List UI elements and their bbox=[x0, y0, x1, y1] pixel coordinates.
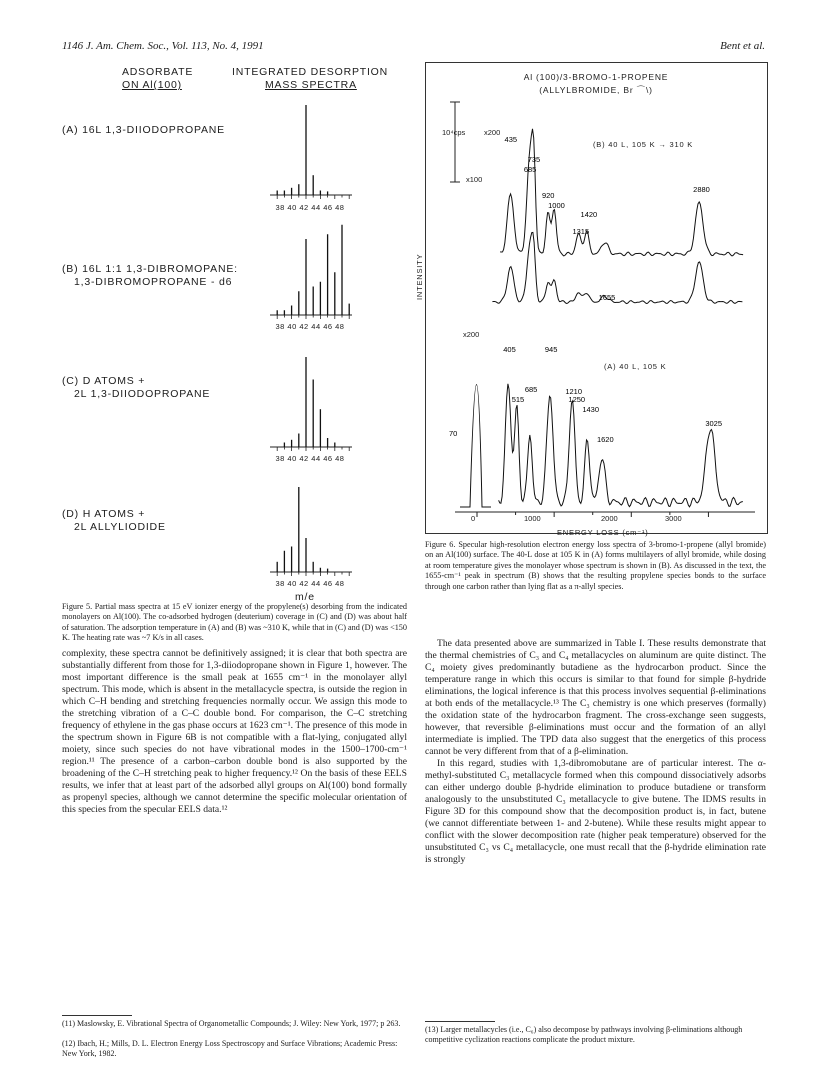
fig6-tick-2000: 2000 bbox=[601, 514, 618, 523]
fig6-eels-spectra bbox=[425, 62, 767, 532]
fig6-a-label: (A) 40 L, 105 K bbox=[604, 362, 667, 371]
fig5-xaxis-label: m/e bbox=[295, 591, 315, 603]
fig6-a-peak-1210: 1210 bbox=[565, 387, 583, 396]
fig6-b-peak-1655: 1655 bbox=[598, 293, 616, 302]
fig6-ylabel: INTENSITY bbox=[415, 253, 424, 300]
fig5-tick-labels-c: 38 40 42 44 46 48 bbox=[275, 454, 345, 463]
left-paragraph-1: complexity, these spectra cannot be definitively assigned; it is clear that both spectra are substantially different from those for 1,3-diiodopropane shown in Figure 1, however. The most important difference is the small peak at 1655 cm⁻¹ in the monolayer allyl spectrum. This mode, which is absent in the metallacycle spectra, is outside the region in which C–H bending and stretching frequencies normally occur. We assign this mode to the stretching vibration of a C–C double bond. For comparison, the C–C stretching frequency of ethylene in the gas phase occurs at 1623 cm⁻¹. The presence of this mode in the spectrum shown in Figure 6B is not compatible with a flat-lying, conjugated allyl moiety, since such species do not have vibrational modes in the 1500–1700-cm⁻¹ region.¹¹ The presence of a carbon–carbon double bond is also supported by the broadening of the C–H stretching peak to higher frequency.¹² On the basis of these EELS results, we infer that at least part of the adsorbed allyl groups on Al(100) bond formally as propenyl species, although we cannot determine the specific molecular orientation of this species from the specular EELS data.¹² bbox=[62, 648, 407, 815]
fig5-caption: Figure 5. Partial mass spectra at 15 eV ionizer energy of the propylene(s) desorbing from the indicated monolayers on Al(100). The co-adsorbed hydrogen (deuterium) coverage in (C) and (D) was about half of saturation. The adsorption temperature in (A) and (B) was ~310 K, while that in (C) and (D) was <150 K. The heating rate was ~7 K/s in all cases. bbox=[62, 602, 407, 643]
fig5-head-right-1: INTEGRATED DESORPTION bbox=[232, 66, 389, 78]
fig5-panel-b-label-1: (B) 16L 1:1 1,3-DIBROMOPANE: bbox=[62, 263, 238, 275]
fig5-panel-b-label-2: 1,3-DIBROMOPROPANE - d6 bbox=[74, 276, 233, 288]
fig6-b-peak-1420: 1420 bbox=[580, 210, 598, 219]
fig5-panel-a-label: (A) 16L 1,3-DIIODOPROPANE bbox=[62, 124, 225, 136]
fig6-b-peak-1000: 1000 bbox=[548, 201, 565, 210]
running-header-right: Bent et al. bbox=[720, 40, 765, 52]
fig6-b-x200: x200 bbox=[484, 128, 501, 137]
fig6-a-peak-405: 405 bbox=[503, 345, 516, 354]
footnote-13: (13) Larger metallacycles (i.e., C₆) also decompose by pathways involving β-eliminations although competitive cyclization reactions complicate the product mixture. bbox=[425, 1025, 743, 1044]
fig6-b-x100: x100 bbox=[466, 175, 483, 184]
fig6-xlabel: ENERGY LOSS (cm⁻¹) bbox=[557, 528, 649, 537]
fig5-head-left-2: ON Al(100) bbox=[122, 79, 182, 91]
fig5-tick-labels-a: 38 40 42 44 46 48 bbox=[275, 203, 345, 212]
fig6-a-peak-70: 70 bbox=[449, 429, 458, 438]
fig5-panel-c-label-1: (C) D ATOMS + bbox=[62, 375, 146, 387]
footnote-rule-left bbox=[62, 1015, 132, 1016]
fig6-title-2: (ALLYLBROMIDE, Br ⌒\) bbox=[539, 85, 653, 95]
fig6-a-peak-515: 515 bbox=[511, 395, 525, 404]
fig6-b-peak-920: 920 bbox=[541, 191, 555, 200]
footnote-rule-right bbox=[425, 1021, 495, 1022]
fig5-tick-labels-d: 38 40 42 44 46 48 bbox=[275, 579, 345, 588]
fig6-a-series bbox=[499, 384, 743, 507]
fig6-b-peak-685: 685 bbox=[523, 165, 537, 174]
fig6-a-peak-1430: 1430 bbox=[582, 405, 600, 414]
right-paragraph-2: In this regard, studies with 1,3-dibromobutane are of particular interest. The α-methyl-substituted C₃ metallacycle formed when this compound dissociatively adsorbs can either undergo double β-hydride elimination to produce butadiene or transform analogously to the unsubstituted C₃ metallacycle to give butene. The IDMS results in Figure 3D for this compound show that the decomposition product is, in fact, butene (we cannot differentiate between 1- and 2-butene). While these results might appear to conflict with the slower decomposition rate (higher peak temperature) observed for the unsubstituted C₃ vs C₄ metallacycle, one must recall that the β-hydride elimination rate is strongly bbox=[425, 758, 766, 865]
left-column bbox=[62, 648, 407, 816]
fig5-panel-c-label-2: 2L 1,3-DIIODOPROPANE bbox=[74, 388, 211, 400]
fig6-a-x200: x200 bbox=[463, 330, 480, 339]
fig6-b-series-x100 bbox=[492, 232, 742, 303]
fig6-caption: Figure 6. Specular high-resolution electron energy loss spectra of 3-bromo-1-propene (allyl bromide) on an Al(100) surface. The 40-L dose at 105 K in (A) forms multilayers of allyl bromide, while dosing at room temperature gives the monolayer whose spectrum is shown in (B). As discussed in the text, the 1655-cm⁻¹ peak in spectrum (B) shows that the resulting propylene species bonds to the surface through one carbon rather than lying flat as a π-allyl species. bbox=[425, 540, 766, 591]
fig6-a-peak-945: 945 bbox=[544, 345, 558, 354]
fig6-tick-1000: 1000 bbox=[524, 514, 541, 523]
fig6-a-peak-3025: 3025 bbox=[705, 419, 723, 428]
fig6-scale-label: 10⁴cps bbox=[442, 128, 466, 137]
fig5-panel-d-label-2: 2L ALLYLIODIDE bbox=[74, 521, 166, 533]
fig6-tick-0: 0 bbox=[471, 514, 476, 523]
running-header-left: 1146 J. Am. Chem. Soc., Vol. 113, No. 4, 1991 bbox=[62, 40, 264, 52]
footnote-12: (12) Ibach, H.; Mills, D. L. Electron Energy Loss Spectroscopy and Surface Vibrations; Academic Press: New York, 1982. bbox=[62, 1039, 398, 1058]
fig6-a-peak-1250: 1250 bbox=[568, 395, 586, 404]
right-column bbox=[425, 638, 766, 866]
fig6-elastic-peak bbox=[460, 385, 491, 508]
fig6-b-peak-735: 735 bbox=[527, 155, 541, 164]
footnote-11: (11) Maslowsky, E. Vibrational Spectra of Organometallic Compounds; J. Wiley: New York, 1977; p 263. bbox=[62, 1019, 401, 1028]
fig5-head-right-2: MASS SPECTRA bbox=[265, 79, 357, 91]
right-paragraph-1: The data presented above are summarized in Table I. These results demonstrate that the thermal chemistries of C₃ and C₄ metallacycles on aluminum are quite distinct. The C₄ moiety gives predominantly butadiene as the hydrocarbon product. Since the temperature range in which this occurs is similar to that found for simple β-hydride eliminations, the logical inference is that this process involves sequential β-eliminations at both ends of the metallacycle.¹³ The C₃ chemistry is one which preserves (formally) the oxidation state of the hydrocarbon fragment. The cross-exchange seen suggests, however, that reversible β-eliminations must occur and the formation of an allyl intermediate is implied. The TPD data also suggest that the energetics of this process cannot be very different from that of a β-elimination. bbox=[425, 638, 766, 757]
fig6-b-peak-1315: 1315 bbox=[572, 227, 590, 236]
fig6-a-peak-685: 685 bbox=[524, 385, 538, 394]
fig6-b-peak-435: 435 bbox=[504, 135, 518, 144]
fig6-b-peak-2880: 2880 bbox=[693, 185, 710, 194]
fig6-title-1: Al (100)/3-BROMO-1-PROPENE bbox=[523, 72, 669, 82]
fig5-head-left-1: ADSORBATE bbox=[122, 66, 194, 78]
fig6-b-label: (B) 40 L, 105 K → 310 K bbox=[593, 140, 694, 149]
fig5-mass-spectra bbox=[260, 95, 360, 615]
fig5-panel-d-label-1: (D) H ATOMS + bbox=[62, 508, 146, 520]
fig6-a-peak-1620: 1620 bbox=[596, 435, 614, 444]
fig6-tick-3000: 3000 bbox=[665, 514, 682, 523]
fig5-tick-labels-b: 38 40 42 44 46 48 bbox=[275, 322, 345, 331]
